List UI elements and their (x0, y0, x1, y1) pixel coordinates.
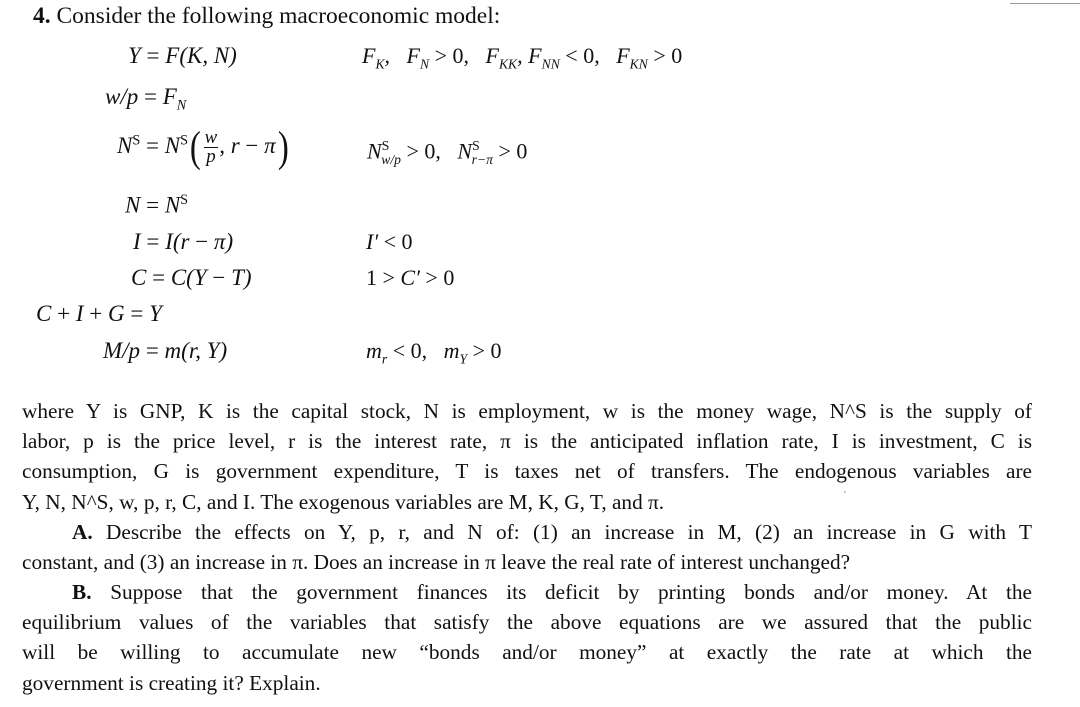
equation-production-function: Y = F(K, N) (128, 43, 237, 68)
part-b-line: will be willing to accumulate new “bonds and/or money” at exactly the rate at which the (22, 640, 1032, 665)
part-b-first-line (22, 577, 1032, 607)
equation-real-wage: $w/p = F_N$ (105, 84, 187, 114)
equation-money-market: M/p = m(r, Y) (103, 338, 228, 363)
equation-consumption: C = C(Y − T) (131, 265, 252, 290)
paragraph-line: consumption, G is government expenditure, T is taxes net of transfers. The endogenous variables are (22, 459, 1032, 484)
paragraph-line: Y, N, N^S, w, p, r, C, and I. The exogenous variables are M, K, G, T, and π. (22, 489, 665, 514)
part-b-label: B. (72, 580, 92, 604)
condition-consumption-derivative: 1 > C′ > 0 (366, 265, 455, 290)
problem-title-text: Consider the following macroeconomic model: (56, 3, 501, 29)
part-b-line: Suppose that the government finances its deficit by printing bonds and/or money. At the (110, 580, 1032, 604)
part-b-line: equilibrium values of the variables that satisfy the above equations are we assured that the public (22, 610, 1032, 635)
paragraph-line: labor, p is the price level, r is the interest rate, π is the anticipated inflation rate, I is investment, C is (22, 429, 1032, 454)
condition-labor-supply-derivatives: $N^S_{w/p} > 0$, $N^S_{r-\pi} > 0$ (367, 138, 528, 167)
top-rule-line (1010, 3, 1080, 4)
variable-definitions-paragraph (22, 396, 1032, 517)
condition-investment-derivative: I′ < 0 (366, 229, 413, 254)
part-b-line: government is creating it? Explain. (22, 670, 321, 695)
part-a-line: Describe the effects on Y, p, r, and N of: (1) an increase in M, (2) an increase in G with T (106, 520, 1032, 544)
part-a-question (22, 517, 1032, 577)
problem-number: 4. (33, 3, 51, 29)
equation-labor-market-clearing: $N = N^S$ (125, 192, 189, 218)
part-a-first-line (22, 517, 1032, 547)
problem-heading (33, 3, 500, 30)
paragraph-line: where Y is GNP, K is the capital stock, N is employment, w is the money wage, N^S is the supply of (22, 399, 1032, 423)
equation-goods-market: C + I + G = Y (36, 301, 162, 326)
equation-labor-supply: $N^S = N^S$( $\frac{w}{p}$ , r − π) (117, 123, 289, 171)
part-a-label: A. (72, 520, 93, 544)
part-b-question (22, 577, 1032, 698)
scan-mark: ' (844, 490, 846, 501)
part-a-line: constant, and (3) an increase in π. Does an increase in π leave the real rate of interest unchanged? (22, 550, 851, 575)
condition-money-demand-derivatives: $m_r < 0$, $m_Y > 0$ (366, 338, 502, 367)
equation-investment: I = I(r − π) (133, 229, 234, 254)
condition-production-derivatives: $F_K$, $F_N > 0$, $F_{KK}$, $F_{NN} < 0$, $F_{KN} > 0$ (362, 43, 683, 72)
